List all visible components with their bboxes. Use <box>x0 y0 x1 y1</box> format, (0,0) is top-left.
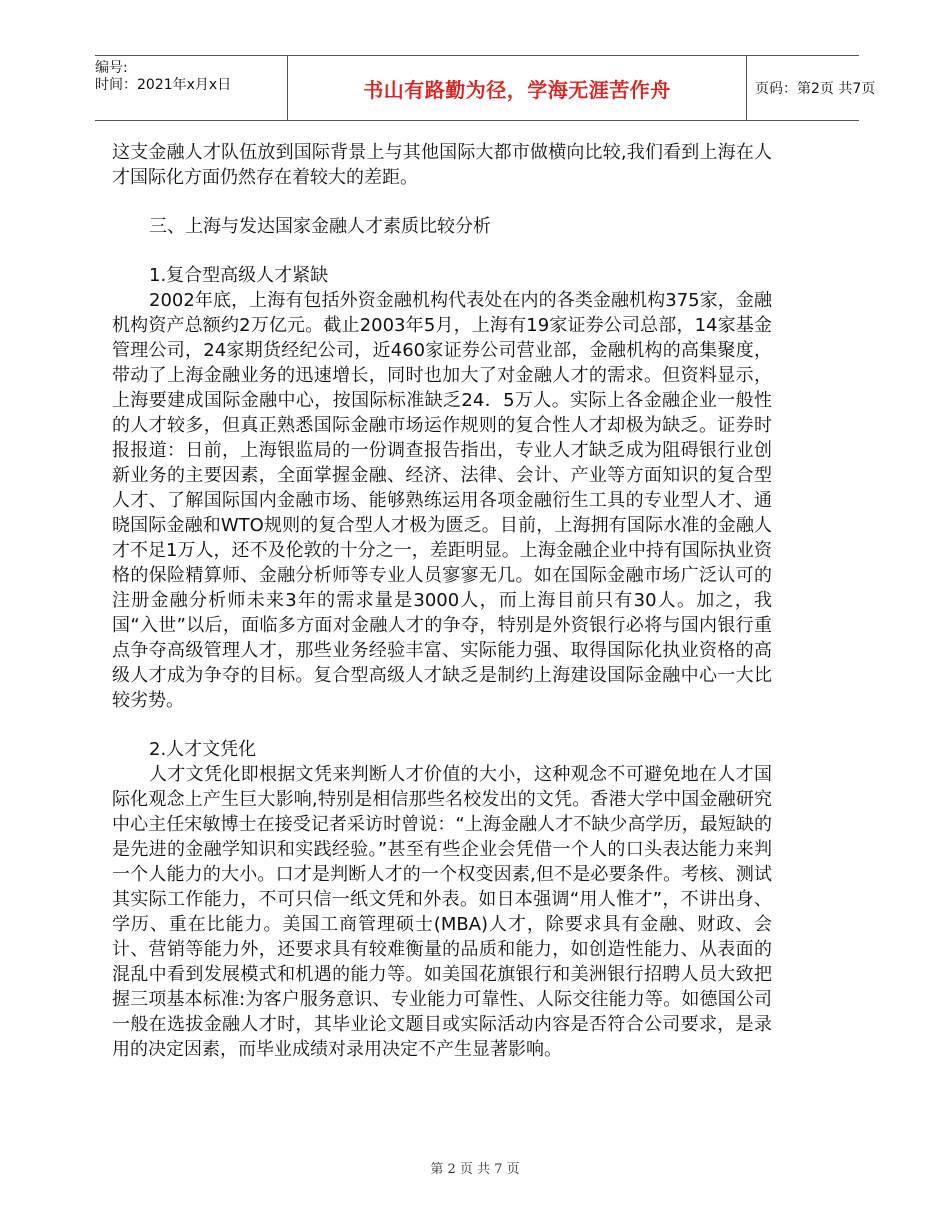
subsection-heading-2: 2.人才文凭化 <box>149 739 257 760</box>
document-number-label: 编号: <box>95 60 128 76</box>
section-heading-3: 三、上海与发达国家金融人才素质比较分析 <box>149 216 491 237</box>
header-meta <box>95 56 287 120</box>
header-motto: 书山有路勤为径，学海无涯苦作舟 <box>363 77 671 102</box>
header-motto-cell <box>287 56 747 120</box>
page-header <box>95 55 876 121</box>
document-time-label: 时间：2021年x月x日 <box>95 77 232 93</box>
paragraph-diploma: 人才文凭化即根据文凭来判断人才价值的大小，这种观念不可避免地在人才国际化观念上产生巨大影响,特别是相信那些名校发出的文凭。香港大学中国金融研究中心主任宋敏博士在接受记者采访时曾说：“上海金融人才不缺少高学历，最短缺的是先进的金融学知识和实践经验。”甚至有些企业会凭借一个人的口头表达能力来判一个人能力的大小。口才是判断人才的一个权变因素,但不是必要条件。考核、测试其实际工作能力，不可只信一纸文凭和外表。如日本强调“用人惟才”，不讲出身、学历、重在比能力。美国工商管理硕士(MBA)人才，除要求具有金融、财政、会计、营销等能力外，还要求具有较难衡量的品质和能力，如创造性能力、从表面的混乱中看到发展模式和机遇的能力等。如美国花旗银行和美洲银行招聘人员大致把握三项基本标准:为客户服务意识、专业能力可靠性、人际交往能力等。如德国公司一般在选拔金融人才时，其毕业论文题目或实际活动内容是否符合公司要求，是录用的决定因素，而毕业成绩对录用决定不产生显著影响。 <box>112 764 772 1060</box>
paragraph-composite-talent: 2002年底，上海有包括外资金融机构代表处在内的各类金融机构375家，金融机构资产总额约2万亿元。截止2003年5月，上海有19家证券公司总部，14家基金管理公司，24家期货经纪公司，近460家证券公司营业部，金融机构的高集聚度，带动了上海金融业务的迅速增长，同时也加大了对金融人才的需求。但资料显示，上海要建成国际金融中心，按国际标准缺乏24．5万人。实际上各金融企业一般性的人才较多，但真正熟悉国际金融市场运作规则的复合性人才却极为缺乏。证券时报报道：日前，上海银监局的一份调查报告指出，专业人才缺乏成为阻碍银行业创新业务的主要因素，全面掌握金融、经济、法律、会计、产业等方面知识的复合型人才、了解国际国内金融市场、能够熟练运用各项金融衍生工具的专业型人才、通晓国际金融和WTO规则的复合型人才极为匮乏。目前，上海拥有国际水准的金融人才不足1万人，还不及伦敦的十分之一，差距明显。上海金融企业中持有国际执业资格的保险精算师、金融分析师等专业人员寥寥无几。如在国际金融市场广泛认可的注册金融分析师未来3年的需求量是3000人，而上海目前只有30人。加之，我国“入世”以后，面临多方面对金融人才的争夺，特别是外资银行必将与国内银行重点争夺高级管理人才，那些业务经验丰富、实际能力强、取得国际化执业资格的高级人才成为争夺的目标。复合型高级人才缺乏是制约上海建设国际金融中心一大比较劣势。 <box>112 290 772 711</box>
subsection-heading-1: 1.复合型高级人才紧缺 <box>149 265 329 286</box>
document-body <box>112 140 772 1062</box>
page-footer: 第 2 页 共 7 页 <box>430 1162 520 1177</box>
paragraph-intro: 这支金融人才队伍放到国际背景上与其他国际大都市做横向比较,我们看到上海在人才国际化方面仍然存在着较大的差距。 <box>112 142 772 188</box>
header-page-info: 页码：第2页 共7页 <box>755 81 876 97</box>
header-page-cell <box>747 56 876 120</box>
